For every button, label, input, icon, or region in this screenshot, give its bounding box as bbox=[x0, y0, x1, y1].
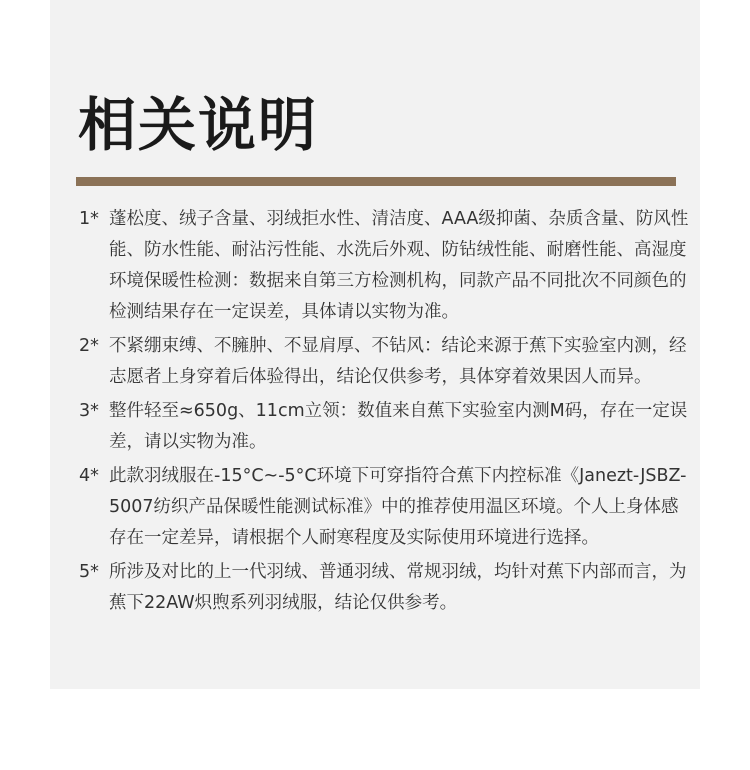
note-text: 整件轻至≈650g、11cm立领：数值来自蕉下实验室内测M码，存在一定误差，请以实物为准。 bbox=[109, 401, 688, 452]
note-text: 所涉及对比的上一代羽绒、普通羽绒、常规羽绒，均针对蕉下内部而言，为蕉下22AW炽煦系列羽绒服，结论仅供参考。 bbox=[109, 562, 687, 613]
notes-panel bbox=[50, 0, 700, 689]
note-item bbox=[79, 396, 691, 458]
note-text: 此款羽绒服在-15°C~-5°C环境下可穿指符合蕉下内控标准《Janezt-JSBZ-5007纺织产品保暖性能测试标准》中的推荐使用温区环境。个人上身体感存在一定差异，请根据个人耐寒程度及实际使用环境进行选择。 bbox=[109, 466, 687, 548]
note-text: 不紧绷束缚、不臃肿、不显肩厚、不钻风：结论来源于蕉下实验室内测，经志愿者上身穿着后体验得出，结论仅供参考，具体穿着效果因人而异。 bbox=[109, 336, 687, 387]
page-title: 相关说明 bbox=[78, 91, 319, 159]
note-item bbox=[79, 557, 691, 619]
note-marker: 5* bbox=[79, 562, 99, 582]
note-marker: 4* bbox=[79, 466, 99, 486]
note-item bbox=[79, 461, 691, 554]
title-divider bbox=[76, 177, 676, 186]
note-text: 蓬松度、绒子含量、羽绒拒水性、清洁度、AAA级抑菌、杂质含量、防风性能、防水性能、耐沾污性能、水洗后外观、防钻绒性能、耐磨性能、高湿度环境保暖性检测：数据来自第三方检测机构，同款产品不同批次不同颜色的检测结果存在一定误差，具体请以实物为准。 bbox=[109, 209, 689, 322]
notes-list bbox=[79, 204, 691, 622]
note-marker: 1* bbox=[79, 209, 99, 229]
note-marker: 2* bbox=[79, 336, 99, 356]
note-item bbox=[79, 204, 691, 328]
note-item bbox=[79, 331, 691, 393]
note-marker: 3* bbox=[79, 401, 99, 421]
